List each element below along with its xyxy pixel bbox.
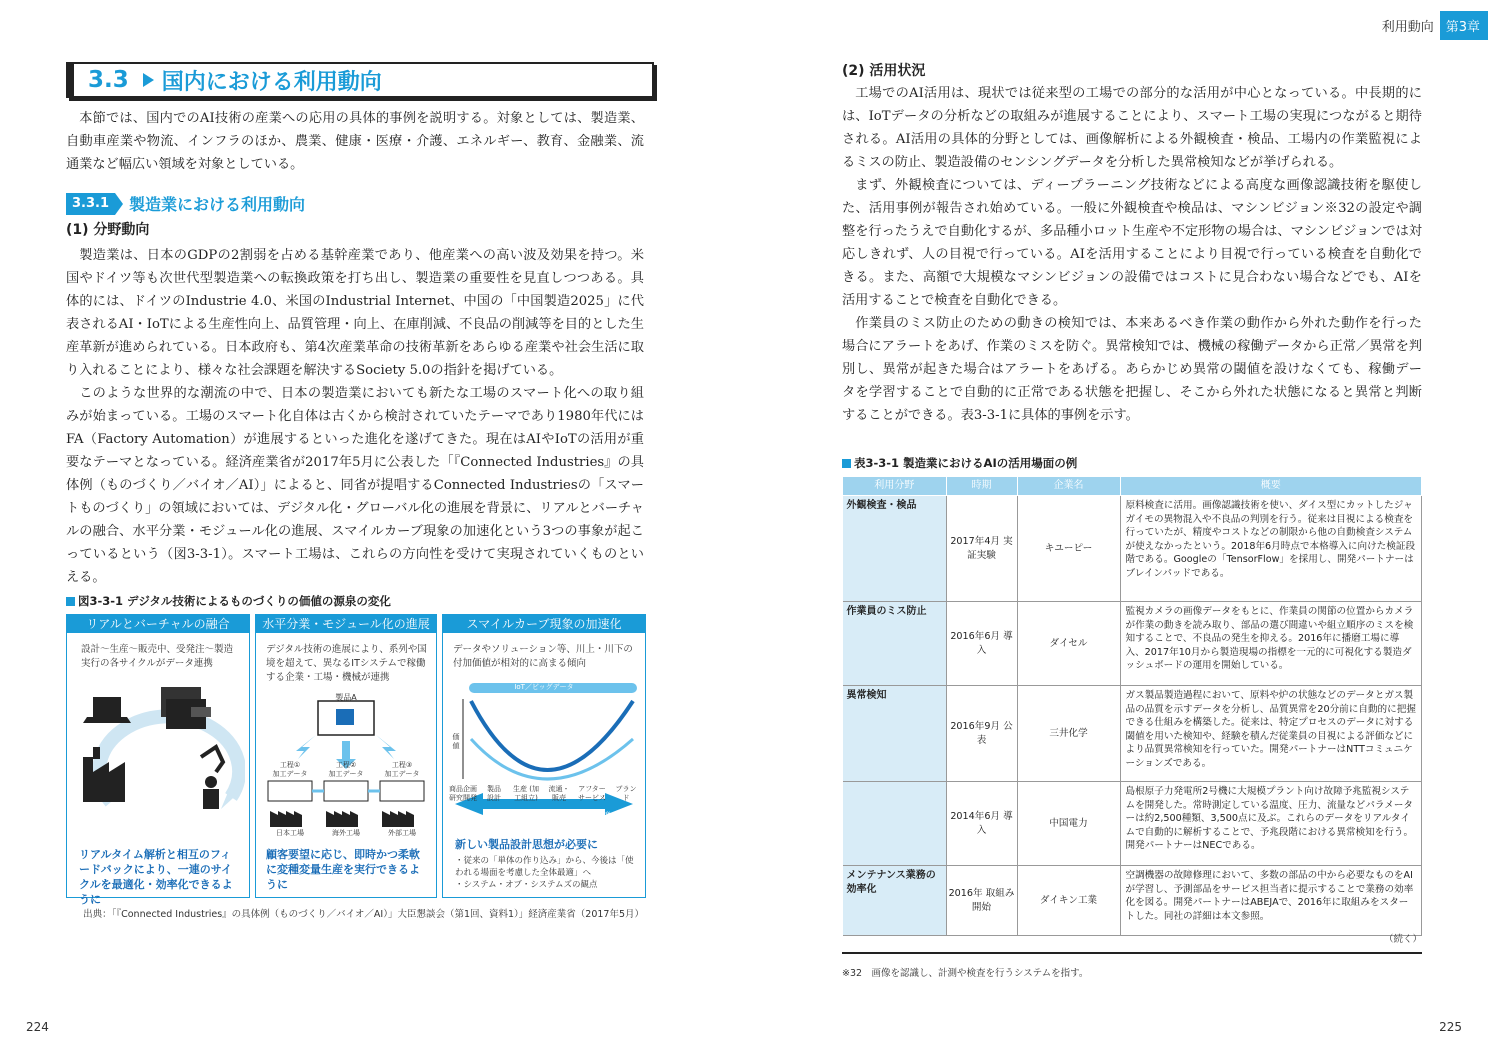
subsection-number: 3.3.1 xyxy=(66,193,115,215)
panel-description: デジタル技術の進展により、系列や国境を超えて、異なるITシステムで稼働する企業・工場・機械が連携 xyxy=(266,644,427,683)
company-cell: キユーピー xyxy=(1017,496,1120,602)
stage-label: ブランド xyxy=(615,785,637,802)
table-header-row xyxy=(843,477,1422,496)
stage-label: 商品企画 研究開発 xyxy=(449,785,477,802)
chapter-tab: 第3章 xyxy=(1440,11,1488,40)
square-icon xyxy=(842,459,851,468)
section-heading: 国内における利用動向 xyxy=(161,69,382,95)
table-row xyxy=(843,602,1422,686)
arrow-left-label: 技術力 企画力 xyxy=(483,811,505,828)
figure-source: 出典：「『Connected Industries』の具体例（ものづくり／バイオ／AI）」大臣懇談会（第1回、資料1）」経済産業省（2017年5月） xyxy=(83,909,644,920)
footnote: ※32 画像を認識し、計測や検査を行うシステムを指す。 xyxy=(842,968,1089,979)
column-header: 企業名 xyxy=(1017,477,1120,496)
stage-label: アフター サービス xyxy=(578,785,606,802)
intro-paragraph: 本節では、国内でのAI技術の産業への応用の具体的事例を説明する。対象としては、製造業、自動車産業や物流、インフラのほか、農業、健康・医療・介護、エネルギー、教育、金融業、流通業など幅広い領域を対象としている。 xyxy=(66,111,644,172)
stage-label: 流通・ 販売 xyxy=(548,785,570,802)
process-1-label: 工程① xyxy=(279,761,301,769)
date-cell: 2014年6月 導入 xyxy=(946,782,1017,866)
value-chain-stages xyxy=(449,785,639,803)
paragraph-1: 工場でのAI活用は、現状では従来型の工場での部分的な活用が中心となっている。中長期的には、IoTデータの分析などの取組みが進展することにより、スマート工場の実現につながると期待される。AI活用の具体的分野としては、画像解析による外観検査・検品、工場内の作業監視によるミスの防止、製造設備のセンシングデータを分析した異常検知などが挙げられる。 xyxy=(842,86,1422,170)
cycle-illustration xyxy=(71,677,245,842)
date-cell: 2017年4月 実証実験 xyxy=(946,496,1017,602)
company-cell: ダイキン工業 xyxy=(1017,866,1120,936)
iot-bigdata-label: IoT／ビッグデータ xyxy=(514,683,574,691)
stage-label: 生産 (加工組立) xyxy=(513,785,539,802)
panel-bullet-1: ・従来の「単体の作り込み」から、今後は「使われる場面を考慮した全体最適」へ xyxy=(455,856,634,878)
square-icon xyxy=(66,597,75,606)
paragraph-3: 作業員のミス防止のための動きの検知では、本来あるべき作業の動作から外れた動作を行った場合にアラートをあげ、作業のミスを防ぐ。異常検知では、機械の稼働データから正常／異常を判別し、異常が起きた場合はアラートをあげる。あらかじめ異常の閾値を設けなくても、稼働データを学習することで自動的に正常である状態を把握し、そこから外れた状態になると異常と判断することができる。表3-3-1に具体的事例を示す。 xyxy=(842,316,1422,423)
footnote-divider xyxy=(842,952,1422,954)
date-cell: 2016年6月 導入 xyxy=(946,602,1017,686)
panel-description: データやソリューション等、川上・川下の付加価値が相対的に高まる傾向 xyxy=(453,644,633,669)
table-continued: （続く） xyxy=(1384,934,1423,945)
page-number-left: 224 xyxy=(26,1020,49,1034)
paragraph-2: このような世界的な潮流の中で、日本の製造業においても新たな工場のスマート化への取り組みが始まっている。工場のスマート化自体は古くから検討されていたテーマであり1980年代にはFA（Factory Automation）が進展するといった進化を遂げてきた。現在はAIやIoTの活用が重要なテーマとなっている。経済産業省が2017年5月に公表した「『Connected Industries』の具体例（ものづくり／バイオ／AI）」によると、同省が提唱するConnected Industriesの「スマートものづくり」の領域においては、デジタル化・グローバル化の進展を背景に、リアルとバーチャルの融合、水平分業・モジュール化の進展、スマイルカーブ現象の加速化という3つの事象が起こっているという（図3-3-1）。スマート工場は、これらの方向性を受けて実現されていくものといえる。 xyxy=(66,386,644,585)
company-cell: ダイセル xyxy=(1017,602,1120,686)
figure-panel-modularization xyxy=(255,614,437,898)
company-cell: 中国電力 xyxy=(1017,782,1120,866)
figure-panel-smile-curve xyxy=(442,614,646,898)
subsection-title: 製造業における利用動向 xyxy=(129,195,306,214)
factory-japan-label: 日本工場 xyxy=(276,829,304,837)
description-cell: 空調機器の故障修理において、多数の部品の中から必要なものをAIが学習し、予測部品をサービス担当者に提示することで業務の効率化を図る。開発パートナーはABEJAで、2016年に取組みをスタートした。同社の詳細は本文参照。 xyxy=(1120,866,1422,936)
heading-usage-status: (2) 活用状況 xyxy=(842,63,926,79)
panel-bullet-2: ・システム・オブ・システムズの観点 xyxy=(455,880,598,890)
table-row xyxy=(843,866,1422,936)
factory-external-label: 外部工場 xyxy=(388,829,416,837)
chapter-header xyxy=(1382,12,1488,38)
usage-table xyxy=(842,476,1422,936)
panel-description: 設計〜生産〜販売中、受発注〜製造実行の各サイクルがデータ連携 xyxy=(81,644,234,669)
factory-overseas-label: 海外工場 xyxy=(332,829,360,837)
column-header: 利用分野 xyxy=(843,477,947,496)
qcd-label: QCD競争力 xyxy=(527,814,565,822)
subsection-heading xyxy=(66,192,305,215)
panel-heading: 水平分業・モジュール化の進展 xyxy=(256,615,436,633)
description-cell: ガス製品製造過程において、原料や炉の状態などのデータとガス製品の品質を示すデータを分析し、品質異常を20分前に自動的に把握できる仕組みを構築した。従来は、特定プロセスのデータに対する閾値を用いた検知や、経験を積んだ従業員の目視による評価などにより品質異常検知を行っていた。開発パートナーはNTTコミュニケーションズである。 xyxy=(1120,686,1422,782)
column-header: 時期 xyxy=(946,477,1017,496)
paragraph-1: 製造業は、日本のGDPの2割弱を占める基幹産業であり、他産業への高い波及効果を持つ。米国やドイツ等も次世代型製造業への転換政策を打ち出し、製造業の重要性を見直しつつある。具体的には、ドイツのIndustrie 4.0、米国のIndustrial Internet、中国の「中国製造2025」に代表されるAI・IoTによる生産性向上、品質管理・向上、在庫削減、不良品の削減等を目的とした生産革新が進められている。日本政府も、第4次産業革命の技術革新をあらゆる産業や社会生活に取り入れることにより、様々な社会課題を解決するSociety 5.0の指針を掲げている。 xyxy=(66,248,644,378)
heading-field-trends: (1) 分野動向 xyxy=(66,222,150,238)
panel-conclusion: リアルタイム解析と相互のフィードバックにより、一連のサイクルを最適化・効率化できるように xyxy=(79,848,233,906)
product-a-label: 製品A xyxy=(335,693,357,702)
stage-label: 製品 設計 xyxy=(487,785,501,802)
description-cell: 原料検査に活用。画像認識技術を使い、ダイス型にカットしたジャガイモの異物混入や不良品の判別を行う。従来は目視による検査を行っていたが、精度やコストなどの制限から他の自動検査システムが使えなかったという。2018年6月時点で本格導入に向けた検証段階である。Googleの「TensorFlow」を採用し、開発パートナーはブレインパッドである。 xyxy=(1120,496,1422,602)
panel-conclusion: 顧客要望に応じ、即時かつ柔軟に変種変量生産を実行できるように xyxy=(266,848,420,891)
right-page xyxy=(744,0,1488,1052)
field-cell xyxy=(843,782,947,866)
description-cell: 監視カメラの画像データをもとに、作業員の関節の位置からカメラが作業の動きを読み取り、部品の選び間違いや組立順序のミスを検知することで、不良品の発生を抑える。2016年に播磨工場に導入、2017年10月から製造現場の指標を一元的に可視化する製造ダッシュボードの運用を開始している。 xyxy=(1120,602,1422,686)
header-label: 利用動向 xyxy=(1381,19,1434,35)
section-title xyxy=(66,62,654,98)
table-row xyxy=(843,782,1422,866)
panel-conclusion: 新しい製品設計思想が必要に xyxy=(455,838,598,851)
data-label-1: 加工データ xyxy=(272,770,308,778)
process-2-label: 工程② xyxy=(335,761,357,769)
data-label-2: 加工データ xyxy=(328,770,364,778)
description-cell: 島根原子力発電所2号機に大規模プラント向け故障予兆監視システムを開発した。常時測定している温度、圧力、流量などパラメーターは約2,500種類、3,500点に及ぶ。これらのデータをリアルタイムで自動的に解析することで、予兆段階における異常検知を行う。開発パートナーはNECである。 xyxy=(1120,782,1422,866)
section-number: 3.3 xyxy=(88,67,129,93)
figure-caption: 図3-3-1 デジタル技術によるものづくりの価値の源泉の変化 xyxy=(66,593,391,609)
column-header: 概要 xyxy=(1120,477,1422,496)
date-cell: 2016年9月 公表 xyxy=(946,686,1017,782)
process-3-label: 工程③ xyxy=(391,761,413,769)
triangle-icon xyxy=(115,193,123,215)
panel-heading: スマイルカーブ現象の加速化 xyxy=(443,615,645,633)
date-cell: 2016年 取組み開始 xyxy=(946,866,1017,936)
arrow-right-label: 顧客満足度 ブランド力 xyxy=(575,811,611,828)
table-row xyxy=(843,496,1422,602)
panel-heading: リアルとバーチャルの融合 xyxy=(67,615,249,633)
table-caption: 表3-3-1 製造業におけるAIの活用場面の例 xyxy=(842,455,1077,471)
field-cell: 異常検知 xyxy=(843,686,947,782)
field-cell: 作業員のミス防止 xyxy=(843,602,947,686)
field-cell: 外観検査・検品 xyxy=(843,496,947,602)
triangle-icon xyxy=(143,73,154,87)
table-row xyxy=(843,686,1422,782)
figure-panel-real-virtual xyxy=(66,614,250,906)
data-label-3: 加工データ xyxy=(384,770,420,778)
field-cell: メンテナンス業務の効率化 xyxy=(843,866,947,936)
page-number-right: 225 xyxy=(1439,1020,1462,1034)
company-cell: 三井化学 xyxy=(1017,686,1120,782)
paragraph-2: まず、外観検査については、ディープラーニング技術などによる高度な画像認識技術を駆使した、活用事例が報告され始めている。一般に外観検査や検品は、マシンビジョン※32の設定や調整を行ったうえで自動化するが、多品種小ロット生産や不定形物の場合は、マシンビジョンでは対応しきれず、人の目視で行っている。AIを活用することにより目視で行っている検査を自動化できる。また、高額で大規模なマシンビジョンの設備ではコストに見合わない場合などでも、AIを活用することで検査を自動化できる。 xyxy=(842,178,1422,308)
value-axis-label: 価値 xyxy=(452,733,460,750)
